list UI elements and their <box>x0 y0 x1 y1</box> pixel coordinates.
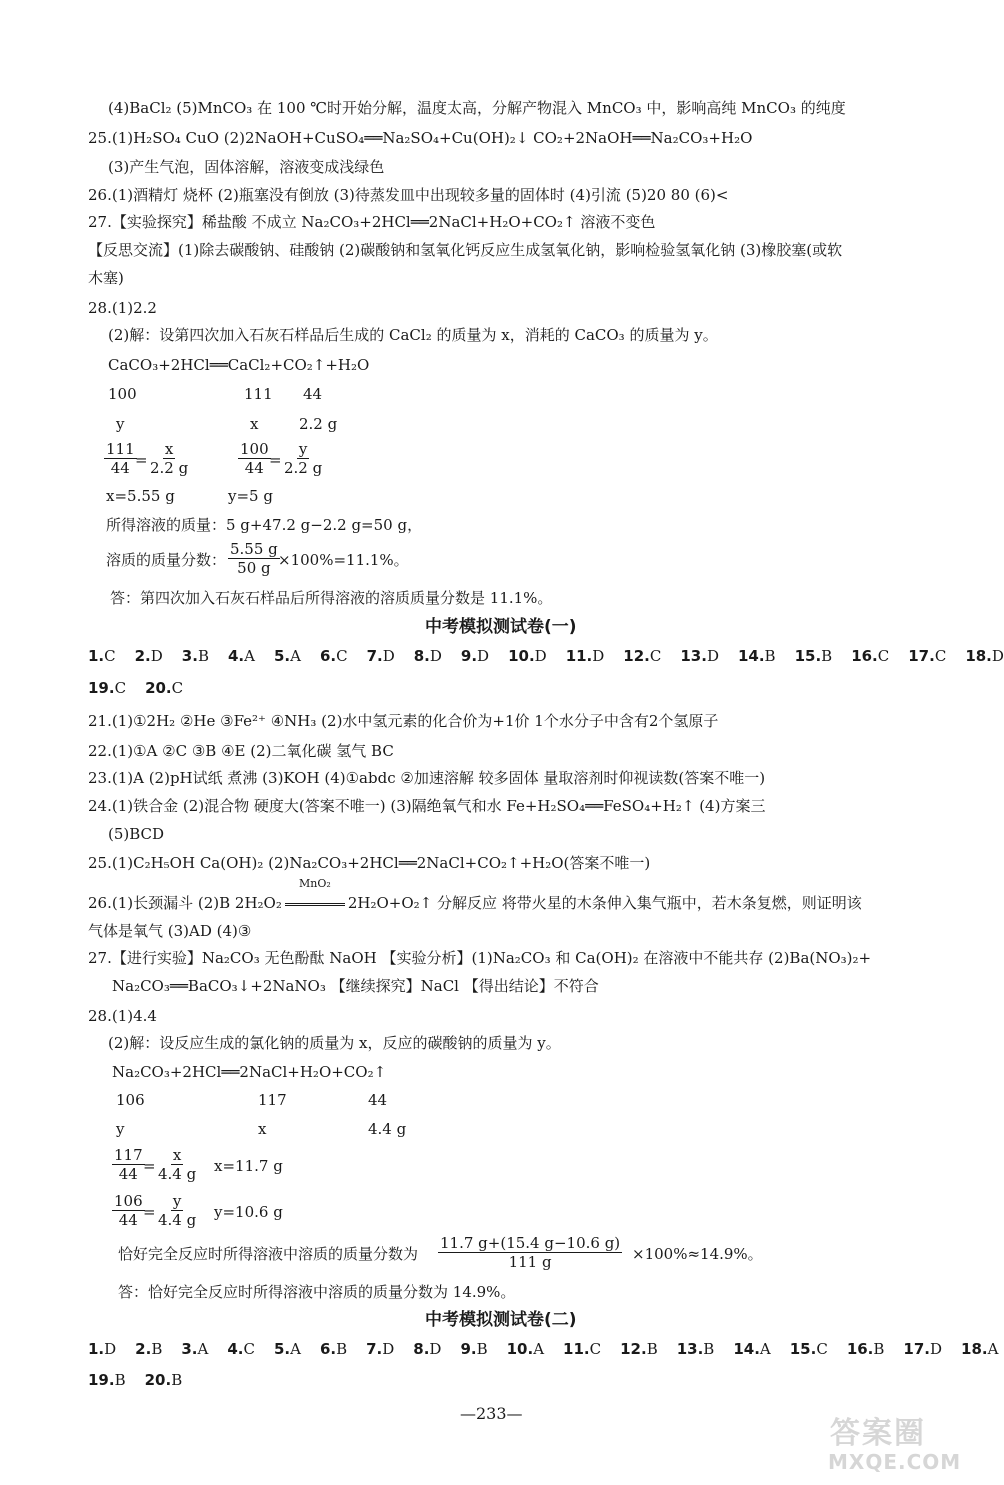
mock2-answer-4: 4.C <box>227 1340 255 1358</box>
mock1-answer-14: 14.B <box>737 647 776 665</box>
mock1-answer-28-part1: 28.(1)4.4 <box>88 1007 157 1025</box>
mock1-answer-8: 8.D <box>413 647 442 665</box>
fraction-5-55-50: $\frac{5.55 g}{50 g}$ <box>230 540 278 577</box>
answer-24-cont: (4)BaCl₂ (5)MnCO₃ 在 100 ℃时开始分解，温度太高，分解产物混入 MnCO₃ 中，影响高纯 MnCO₃ 的纯度 <box>108 99 846 117</box>
equals-sign: = <box>143 1157 156 1175</box>
page-number: —233— <box>460 1404 523 1423</box>
answer-28-conclusion: 答：第四次加入石灰石样品后所得溶液的溶质质量分数是 11.1%。 <box>110 589 553 607</box>
answer-25-part3: (3)产生气泡，固体溶解，溶液变成浅绿色 <box>108 158 385 176</box>
mass-fraction-result: ×100%≈14.9%。 <box>632 1245 763 1263</box>
watermark-url: MXQE.COM <box>828 1450 962 1474</box>
mock2-answer-15: 15.C <box>789 1340 828 1358</box>
mock1-answer-27-cont: Na₂CO₃══BaCO₃↓+2NaNO₃ 【继续探究】NaCl 【得出结论】不符合 <box>112 977 599 995</box>
fraction-100-44: $\frac{100}{44}$ <box>240 440 269 477</box>
mock1-answer-17: 17.C <box>908 647 947 665</box>
mock2-answer-5: 5.A <box>273 1340 301 1358</box>
mock2-answer-20: 20.B <box>144 1371 183 1389</box>
molar-mass-117: 117 <box>258 1091 287 1109</box>
mock2-answer-2: 2.B <box>135 1340 163 1358</box>
mass-4-4g: 4.4 g <box>368 1120 407 1138</box>
result-x: x=11.7 g <box>214 1157 283 1175</box>
mock2-answer-10: 10.A <box>506 1340 545 1358</box>
mock1-answer-13: 13.D <box>680 647 719 665</box>
fraction-y-4-4g: $\frac{y}{4.4 g}$ <box>158 1192 197 1229</box>
mock2-answer-12: 12.B <box>620 1340 658 1358</box>
molar-mass-106: 106 <box>116 1091 145 1109</box>
section-title-mock-test-1: 中考模拟测试卷(一) <box>425 617 577 637</box>
equation-na2co3: Na₂CO₃+2HCl══2NaCl+H₂O+CO₂↑ <box>112 1063 387 1081</box>
mass-fraction-label: 恰好完全反应时所得溶液中溶质的质量分数为 <box>118 1245 419 1263</box>
mock2-answer-13: 13.B <box>676 1340 715 1358</box>
mock2-answer-18: 18.A <box>961 1340 999 1358</box>
mock2-answer-16: 16.B <box>846 1340 885 1358</box>
mock2-answer-17: 17.D <box>903 1340 943 1358</box>
molar-mass-100: 100 <box>108 385 137 403</box>
watermark-text: 答案圈 <box>830 1416 926 1451</box>
fraction-117-44: $\frac{117}{44}$ <box>114 1146 143 1183</box>
mock1-answer-21: 21.(1)①2H₂ ②He ③Fe²⁺ ④NH₃ (2)水中氢元素的化合价为+1价 1个水分子中含有2个氢原子 <box>88 712 719 730</box>
mock1-answer-18: 18.D <box>965 647 1004 665</box>
mock1-answer-16: 16.C <box>851 647 890 665</box>
mock1-answer-26-cont: 气体是氧气 (3)AD (4)③ <box>88 922 252 940</box>
fraction-x-2-2g: $\frac{x}{2.2 g}$ <box>150 440 189 477</box>
mock2-answer-14: 14.A <box>733 1340 771 1358</box>
mock1-choice-answers-row2 <box>88 678 183 698</box>
result-y: y=5 g <box>228 487 273 505</box>
mock1-answer-24-part5: (5)BCD <box>108 825 165 843</box>
mock1-answer-23: 23.(1)A (2)pH试纸 煮沸 (3)KOH (4)①abdc ②加速溶解 较多固体 量取溶剂时仰视读数(答案不唯一) <box>88 769 766 787</box>
mock1-answer-4: 4.A <box>227 647 255 665</box>
mock1-answer-6: 6.C <box>319 647 348 665</box>
mock1-answer-24: 24.(1)铁合金 (2)混合物 硬度大(答案不唯一) (3)隔绝氧气和水 Fe+H₂SO₄══FeSO₄+H₂↑ (4)方案三 <box>88 797 766 815</box>
mock2-answer-19: 19.B <box>88 1371 126 1389</box>
mock1-answer-15: 15.B <box>794 647 833 665</box>
mass-fraction-label: 溶质的质量分数： <box>106 551 227 569</box>
equals-sign: = <box>143 1203 156 1221</box>
mock1-answer-7: 7.D <box>366 647 395 665</box>
mock2-answer-9: 9.B <box>460 1340 488 1358</box>
mock2-answer-1: 1.D <box>88 1340 117 1358</box>
mock1-answer-28-solution-intro: (2)解：设反应生成的氯化钠的质量为 x，反应的碳酸钠的质量为 y。 <box>108 1034 561 1052</box>
var-x: x <box>258 1120 267 1138</box>
mock2-choice-answers-row1 <box>88 1339 998 1359</box>
mock1-answer-28-conclusion: 答：恰好完全反应时所得溶液中溶质的质量分数为 14.9%。 <box>118 1283 516 1301</box>
mock1-answer-22: 22.(1)①A ②C ③B ④E (2)二氧化碳 氢气 BC <box>88 742 394 760</box>
fraction-x-4-4g: $\frac{x}{4.4 g}$ <box>158 1146 197 1183</box>
equals-sign: = <box>269 451 282 469</box>
mass-2-2g: 2.2 g <box>299 415 338 433</box>
mock1-answer-19: 19.C <box>88 679 127 697</box>
var-y: y <box>116 415 125 433</box>
fraction-111-44: $\frac{111}{44}$ <box>106 440 135 477</box>
fraction-y-2-2g: $\frac{y}{2.2 g}$ <box>284 440 323 477</box>
mock1-answer-20: 20.C <box>145 679 184 697</box>
answer-26: 26.(1)酒精灯 烧杯 (2)瓶塞没有倒放 (3)待蒸发皿中出现较多量的固体时 (4)引流 (5)20 80 (6)< <box>88 186 729 204</box>
answer-28-part1: 28.(1)2.2 <box>88 299 157 317</box>
mock1-answer-3: 3.B <box>181 647 209 665</box>
molar-mass-44: 44 <box>368 1091 388 1109</box>
mock1-answer-26: 26.(1)长颈漏斗 (2)B 2H₂O₂ MnO₂ 2H₂O+O₂↑ 分解反应 将带火星的木条伸入集气瓶中，若木条复燃，则证明该 <box>88 877 862 912</box>
molar-mass-44: 44 <box>303 385 323 403</box>
watermark-logo <box>820 1408 995 1478</box>
section-title-mock-test-2: 中考模拟测试卷(二) <box>425 1310 577 1330</box>
mock2-answer-3: 3.A <box>181 1340 209 1358</box>
equals-sign: = <box>135 451 148 469</box>
mock2-answer-8: 8.D <box>413 1340 442 1358</box>
solution-mass: 所得溶液的质量：5 g+47.2 g−2.2 g=50 g， <box>106 516 423 534</box>
mock2-choice-answers-row2 <box>88 1370 182 1390</box>
fraction-mass-ratio: $\frac{11.7 g+(15.4 g-10.6 g)}{111 g}$ <box>440 1234 621 1271</box>
mock1-answer-25: 25.(1)C₂H₅OH Ca(OH)₂ (2)Na₂CO₃+2HCl══2NaCl+CO₂↑+H₂O(答案不唯一) <box>88 854 651 872</box>
mock1-answer-11: 11.D <box>565 647 605 665</box>
mock1-answer-27: 27.【进行实验】Na₂CO₃ 无色酚酞 NaOH 【实验分析】(1)Na₂CO₃ 和 Ca(OH)₂ 在溶液中不能共存 (2)Ba(NO₃)₂+ <box>88 949 872 967</box>
mock2-answer-7: 7.D <box>366 1340 395 1358</box>
mock1-answer-5: 5.A <box>273 647 301 665</box>
mock1-answer-9: 9.D <box>460 647 490 665</box>
mock1-answer-2: 2.D <box>134 647 163 665</box>
var-x: x <box>250 415 259 433</box>
result-y: y=10.6 g <box>214 1203 283 1221</box>
answer-27-reflection: 【反思交流】(1)除去碳酸钠、硅酸钠 (2)碳酸钠和氢氧化钙反应生成氢氧化钠，影响检验氢氧化钠 (3)橡胶塞(或软 <box>88 241 843 259</box>
fraction-106-44: $\frac{106}{44}$ <box>114 1192 143 1229</box>
mock1-answer-12: 12.C <box>623 647 662 665</box>
mass-fraction-result: ×100%=11.1%。 <box>278 551 409 569</box>
var-y: y <box>116 1120 125 1138</box>
answer-28-solution-intro: (2)解：设第四次加入石灰石样品后生成的 CaCl₂ 的质量为 x，消耗的 CaCO₃ 的质量为 y。 <box>108 326 718 344</box>
mock2-answer-11: 11.C <box>563 1340 602 1358</box>
result-x: x=5.55 g <box>106 487 175 505</box>
answer-27-reflection-cont: 木塞) <box>88 269 124 287</box>
mock1-answer-1: 1.C <box>88 647 116 665</box>
mock1-answer-10: 10.D <box>508 647 547 665</box>
catalyst-label: MnO₂ <box>298 877 331 890</box>
answer-25: 25.(1)H₂SO₄ CuO (2)2NaOH+CuSO₄══Na₂SO₄+Cu(OH)₂↓ CO₂+2NaOH══Na₂CO₃+H₂O <box>88 129 753 147</box>
answer-27: 27.【实验探究】稀盐酸 不成立 Na₂CO₃+2HCl══2NaCl+H₂O+CO₂↑ 溶液不变色 <box>88 213 656 231</box>
mock2-answer-6: 6.B <box>319 1340 348 1358</box>
mock1-choice-answers-row1 <box>88 646 1004 666</box>
molar-mass-111: 111 <box>244 385 273 403</box>
equation-caco3: CaCO₃+2HCl══CaCl₂+CO₂↑+H₂O <box>108 356 370 374</box>
